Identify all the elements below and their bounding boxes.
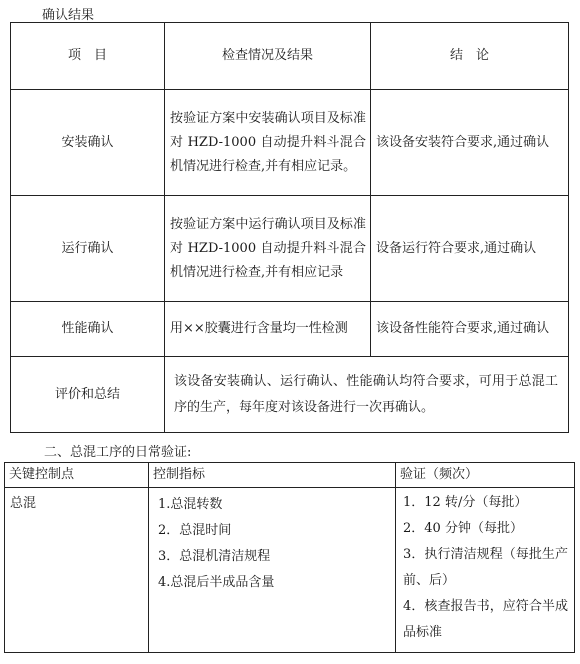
list-item: 3．执行清洁规程（每批生产前、后） [403, 547, 568, 588]
row-conclusion: 该设备安装符合要求,通过确认 [371, 90, 569, 196]
row-item: 运行确认 [11, 196, 165, 302]
list-item: 1.总混转数 [158, 497, 223, 512]
table-header-row [5, 463, 575, 488]
row-verifications [396, 488, 575, 653]
header-check: 检查情况及结果 [165, 23, 371, 90]
table-row [11, 196, 569, 302]
header-conclusion: 结 论 [371, 23, 569, 90]
list-item: 1．12 转/分（每批） [403, 495, 528, 510]
list-item: 4.总混后半成品含量 [158, 575, 275, 590]
row-conclusion: 设备运行符合要求,通过确认 [371, 196, 569, 302]
header-control-indicator: 控制指标 [149, 463, 396, 488]
row-control-indicators [149, 488, 396, 653]
header-key-control-point: 关键控制点 [5, 463, 149, 488]
list-item: 4．核查报告书，应符合半成品标准 [403, 599, 568, 640]
row-conclusion: 该设备性能符合要求,通过确认 [371, 302, 569, 357]
daily-validation-table [4, 462, 575, 653]
table-header-row [11, 23, 569, 90]
row-item: 性能确认 [11, 302, 165, 357]
row-check: 按验证方案中运行确认项目及标准对 HZD-1000 自动提升料斗混合机情况进行检查,并有相应记录 [165, 196, 371, 302]
list-item: 2．总混时间 [158, 523, 232, 538]
confirmation-result-table [10, 22, 569, 433]
row-check: 用××胶囊进行含量均一性检测 [165, 302, 371, 357]
row-item: 安装确认 [11, 90, 165, 196]
row-check: 按验证方案中安装确认项目及标准对 HZD-1000 自动提升料斗混合机情况进行检查,并有相应记录。 [165, 90, 371, 196]
section-caption-daily-validation: 二、总混工序的日常验证: [44, 445, 192, 460]
section-caption-confirmation-result: 确认结果 [42, 8, 95, 23]
summary-text: 该设备安装确认、运行确认、性能确认均符合要求，可用于总混工序的生产，每年度对该设备进行一次再确认。 [165, 357, 569, 433]
table-row [5, 488, 575, 653]
list-item: 2．40 分钟（每批） [403, 521, 523, 536]
header-verification-frequency: 验证（频次） [396, 463, 575, 488]
summary-item: 评价和总结 [11, 357, 165, 433]
list-item: 3．总混机清洁规程 [158, 549, 271, 564]
header-item: 项 目 [11, 23, 165, 90]
summary-row [11, 357, 569, 433]
table-row [11, 90, 569, 196]
row-key-control-point: 总混 [5, 488, 149, 653]
table-row [11, 302, 569, 357]
